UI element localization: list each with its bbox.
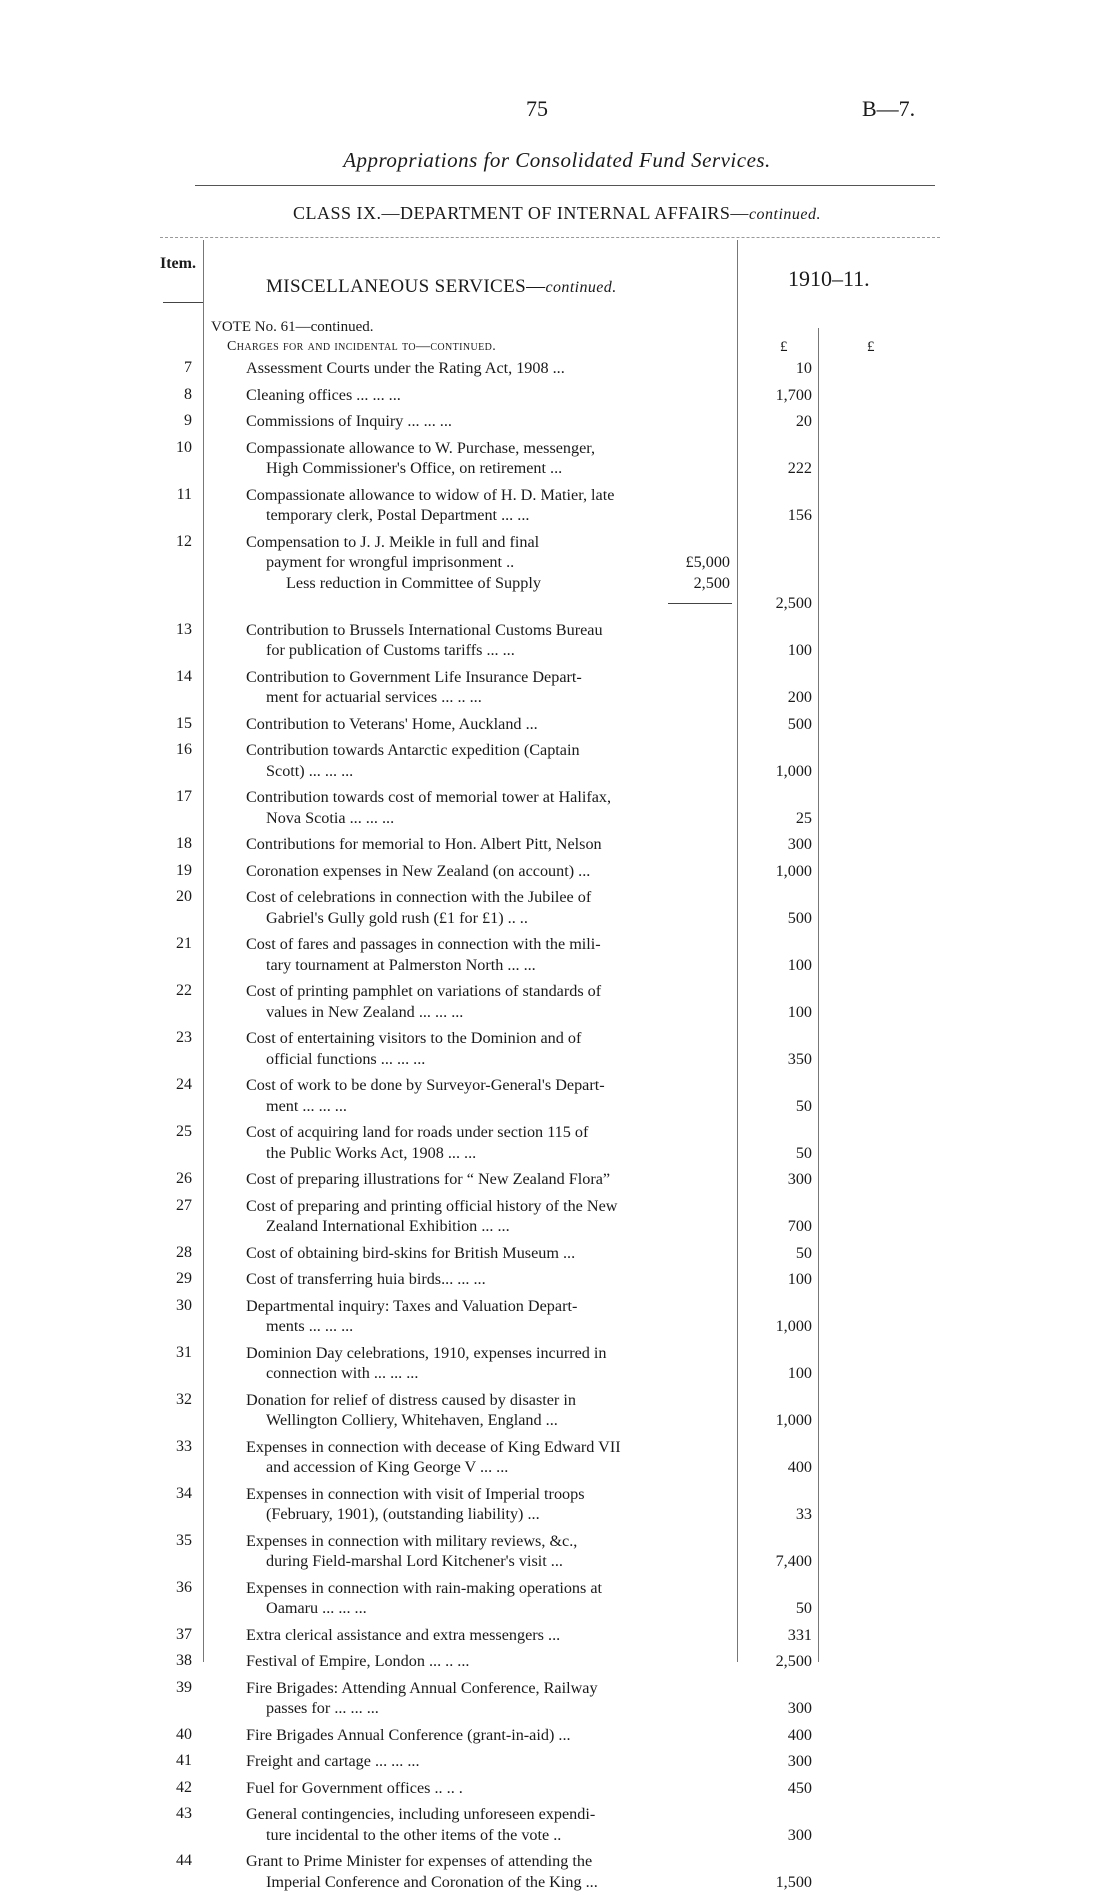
- item-row: [0, 934, 1114, 975]
- item-row: [0, 1804, 1114, 1845]
- item-amount: 100: [787, 1002, 812, 1021]
- item-number: 20: [176, 888, 192, 905]
- item-amount: 1,500: [775, 1872, 812, 1891]
- item-number: 34: [176, 1484, 192, 1502]
- item-description-line: Cleaning offices ... ... ...: [246, 385, 401, 404]
- section-heading-text: MISCELLANEOUS SERVICES—: [266, 276, 546, 297]
- item-amount: 222: [787, 459, 812, 477]
- item-number: 40: [176, 1725, 192, 1743]
- item-row: [0, 438, 1114, 479]
- item-number: 14: [176, 667, 192, 685]
- item-number: 39: [176, 1678, 192, 1696]
- item-amount: 300: [787, 1752, 812, 1770]
- item-row: [0, 787, 1114, 828]
- class-heading-text: CLASS IX.—DEPARTMENT OF INTERNAL AFFAIRS—: [292, 203, 749, 223]
- item-description-line: Compensation to J. J. Meikle in full and final: [246, 532, 540, 551]
- item-amount: 50: [795, 1143, 812, 1162]
- item-number: 16: [176, 741, 192, 758]
- item-amount: 100: [787, 1270, 812, 1288]
- item-amount: 300: [787, 835, 812, 853]
- item-number: 32: [176, 1390, 192, 1408]
- item-amount: 50: [795, 1599, 812, 1617]
- item-description-line: ment ... ... ...: [266, 1096, 347, 1115]
- item-row: [0, 1778, 1114, 1799]
- item-amount: 2,500: [775, 594, 812, 612]
- item-header-rule: [163, 302, 203, 303]
- item-amount: 33: [795, 1505, 812, 1523]
- item-description-line: Contribution to Government Life Insurance Depart-: [246, 667, 582, 686]
- item-amount: 1,000: [775, 761, 812, 780]
- item-description-line: Commissions of Inquiry ... ... ...: [246, 412, 452, 430]
- item-number: 24: [176, 1076, 192, 1093]
- item-column-header: Item.: [160, 255, 196, 272]
- item-description-line: values in New Zealand ... ... ...: [266, 1002, 464, 1021]
- item-amount: 25: [795, 808, 812, 827]
- item-description-line: Extra clerical assistance and extra messengers ...: [246, 1625, 561, 1644]
- item-description-line: Expenses in connection with visit of Imperial troops: [246, 1484, 585, 1503]
- item-number: 41: [176, 1752, 192, 1769]
- item-description-line: Nova Scotia ... ... ...: [266, 808, 395, 827]
- item-amount: 10: [795, 359, 812, 377]
- section-heading: [266, 276, 617, 298]
- item-row: [0, 411, 1114, 432]
- item-description-line: Cost of entertaining visitors to the Dominion and of: [246, 1029, 582, 1047]
- item-description-line: Fuel for Government offices .. .. .: [246, 1778, 463, 1797]
- item-number: 33: [176, 1437, 192, 1455]
- item-number: 36: [176, 1578, 192, 1596]
- item-amount: 1,700: [775, 385, 812, 404]
- item-row: [0, 358, 1114, 379]
- item-amount: 100: [787, 955, 812, 974]
- item-amount: 50: [795, 1096, 812, 1115]
- item-amount: 300: [787, 1170, 812, 1188]
- item-row: [0, 1651, 1114, 1672]
- item-number: 21: [176, 935, 192, 952]
- item-row: [0, 981, 1114, 1022]
- item-number: 26: [176, 1170, 192, 1187]
- item-description-line: Cost of printing pamphlet on variations of standards of: [246, 982, 602, 1000]
- item-description-line: Contributions for memorial to Hon. Albert Pitt, Nelson: [246, 835, 602, 853]
- item-description-line: Fire Brigades: Attending Annual Conference, Railway: [246, 1678, 598, 1697]
- appropriation-items: [0, 358, 1114, 1898]
- item-amount: 331: [787, 1625, 812, 1644]
- item-number: 43: [176, 1805, 192, 1822]
- item-amount: 300: [787, 1825, 812, 1844]
- item-row: [0, 1484, 1114, 1525]
- item-description-line: ture incidental to the other items of the vote ..: [266, 1825, 562, 1844]
- item-amount: 2,500: [775, 1652, 812, 1670]
- item-row: [0, 1578, 1114, 1619]
- currency-symbol-total: £: [867, 339, 875, 355]
- item-description-line: Freight and cartage ... ... ...: [246, 1752, 420, 1770]
- currency-symbol-items: £: [780, 339, 788, 355]
- item-description-line: passes for ... ... ...: [266, 1699, 379, 1717]
- item-number: 35: [176, 1531, 192, 1549]
- item-description-line: the Public Works Act, 1908 ... ...: [266, 1143, 477, 1162]
- item-row: [0, 532, 1114, 614]
- page-title: Appropriations for Consolidated Fund Services.: [343, 148, 771, 172]
- item-row: [0, 1531, 1114, 1572]
- item-row: [0, 385, 1114, 406]
- item-amount: 300: [787, 1699, 812, 1717]
- item-row: [0, 1851, 1114, 1892]
- item-description-line: Assessment Courts under the Rating Act, 1908 ...: [246, 359, 565, 377]
- item-number: 42: [176, 1778, 192, 1796]
- item-number: 25: [176, 1123, 192, 1140]
- item-description-line: Cost of obtaining bird-skins for British Museum ...: [246, 1243, 576, 1262]
- item-description-line: ment for actuarial services ... .. ...: [266, 688, 482, 706]
- item-row: [0, 1028, 1114, 1069]
- item-row: [0, 620, 1114, 661]
- item-amount: 7,400: [775, 1552, 812, 1570]
- item-amount: 400: [787, 1458, 812, 1476]
- item-description-line: Cost of transferring huia birds... ... ...: [246, 1270, 486, 1288]
- item-description-line: (February, 1901), (outstanding liability) ...: [266, 1505, 540, 1523]
- item-number: 15: [176, 714, 192, 732]
- item-amount: 1,000: [775, 1317, 812, 1335]
- item-description-line: Dominion Day celebrations, 1910, expenses incurred in: [246, 1343, 607, 1362]
- item-number: 29: [176, 1270, 192, 1287]
- section-heading-continued: continued.: [545, 279, 617, 296]
- item-sub-amount: 2,500: [693, 573, 730, 592]
- charges-label: Charges for and incidental to—continued.: [227, 339, 497, 354]
- class-heading: [0, 203, 1114, 224]
- item-amount: 200: [787, 688, 812, 706]
- item-description-line: Less reduction in Committee of Supply: [286, 573, 541, 592]
- header-rule: [195, 185, 935, 186]
- item-number: 9: [184, 412, 192, 429]
- class-heading-continued: continued.: [748, 206, 822, 223]
- item-number: 11: [176, 485, 192, 503]
- item-number: 44: [176, 1852, 192, 1869]
- item-description-line: and accession of King George V ... ...: [266, 1458, 509, 1476]
- item-amount: 450: [787, 1778, 812, 1797]
- item-row: [0, 667, 1114, 708]
- item-description-line: General contingencies, including unforeseen expendi-: [246, 1805, 596, 1823]
- item-description-line: Wellington Colliery, Whitehaven, England ...: [266, 1411, 558, 1429]
- item-number: 18: [176, 835, 192, 852]
- item-description-line: Departmental inquiry: Taxes and Valuation Depart-: [246, 1296, 578, 1315]
- item-description-line: Imperial Conference and Coronation of the King ...: [266, 1872, 598, 1891]
- item-description-line: Coronation expenses in New Zealand (on account) ...: [246, 861, 591, 880]
- item-description-line: during Field-marshal Lord Kitchener's visit ...: [266, 1552, 563, 1570]
- item-amount: 156: [787, 506, 812, 524]
- item-number: 30: [176, 1296, 192, 1314]
- item-description-line: Compassionate allowance to W. Purchase, messenger,: [246, 438, 596, 457]
- item-description-line: Cost of acquiring land for roads under section 115 of: [246, 1123, 589, 1141]
- item-description-line: High Commissioner's Office, on retirement ...: [266, 459, 563, 477]
- item-description-line: for publication of Customs tariffs ... ...: [266, 641, 515, 659]
- item-number: 22: [176, 982, 192, 999]
- item-description-line: tary tournament at Palmerston North ... ...: [266, 955, 536, 974]
- item-description-line: Expenses in connection with decease of King Edward VII: [246, 1437, 621, 1456]
- item-number: 28: [176, 1243, 192, 1261]
- item-row: [0, 1390, 1114, 1431]
- item-row: [0, 1122, 1114, 1163]
- item-description-line: Cost of fares and passages in connection with the mili-: [246, 935, 601, 953]
- table-top-rule: [160, 237, 940, 238]
- item-amount: 500: [787, 908, 812, 927]
- page-number: 75: [526, 96, 548, 121]
- item-amount: 400: [787, 1725, 812, 1744]
- item-description-line: payment for wrongful imprisonment ..: [266, 553, 515, 571]
- item-row: [0, 740, 1114, 781]
- item-row: [0, 1678, 1114, 1719]
- item-row: [0, 861, 1114, 882]
- document-reference: B—7.: [862, 96, 916, 121]
- item-row: [0, 887, 1114, 928]
- item-description-line: Contribution to Veterans' Home, Auckland ...: [246, 714, 538, 733]
- item-description-line: Compassionate allowance to widow of H. D. Matier, late: [246, 485, 615, 504]
- item-description-line: Cost of celebrations in connection with the Jubilee of: [246, 888, 592, 906]
- item-row: [0, 1437, 1114, 1478]
- item-number: 7: [184, 359, 192, 376]
- item-row: [0, 834, 1114, 855]
- vote-label: VOTE No. 61—continued.: [211, 319, 374, 335]
- item-description-line: Expenses in connection with military reviews, &c.,: [246, 1531, 578, 1550]
- item-description-line: Cost of preparing and printing official history of the New: [246, 1196, 618, 1215]
- item-number: 31: [176, 1343, 192, 1361]
- item-description-line: Grant to Prime Minister for expenses of attending the: [246, 1852, 593, 1870]
- item-description-line: Oamaru ... ... ...: [266, 1599, 367, 1617]
- item-row: [0, 1075, 1114, 1116]
- item-row: [0, 1243, 1114, 1264]
- item-number: 27: [176, 1196, 192, 1214]
- item-row: [0, 714, 1114, 735]
- item-number: 12: [176, 532, 192, 550]
- item-description-line: Scott) ... ... ...: [266, 761, 354, 780]
- item-row: [0, 1196, 1114, 1237]
- item-number: 17: [176, 788, 192, 805]
- item-description-line: Expenses in connection with rain-making operations at: [246, 1578, 603, 1597]
- year-header: 1910–11.: [788, 266, 870, 291]
- item-row: [0, 1725, 1114, 1746]
- item-amount: 100: [787, 641, 812, 659]
- item-number: 10: [176, 438, 192, 456]
- item-amount: 500: [787, 714, 812, 733]
- item-description-line: connection with ... ... ...: [266, 1364, 419, 1382]
- item-row: [0, 1625, 1114, 1646]
- item-amount: 1,000: [775, 861, 812, 880]
- item-number: 38: [176, 1652, 192, 1669]
- item-amount: 100: [787, 1364, 812, 1382]
- item-amount: 700: [787, 1217, 812, 1235]
- item-number: 23: [176, 1029, 192, 1046]
- item-number: 13: [176, 620, 192, 638]
- item-row: [0, 1343, 1114, 1384]
- item-sub-amount: £5,000: [685, 553, 730, 571]
- item-row: [0, 1296, 1114, 1337]
- item-amount: 50: [795, 1243, 812, 1262]
- item-description-line: Zealand International Exhibition ... ...: [266, 1217, 510, 1235]
- item-row: [0, 1169, 1114, 1190]
- item-description-line: temporary clerk, Postal Department ... ...: [266, 506, 530, 524]
- item-row: [0, 1269, 1114, 1290]
- item-description-line: Fire Brigades Annual Conference (grant-in-aid) ...: [246, 1725, 571, 1744]
- item-description-line: Cost of work to be done by Surveyor-General's Depart-: [246, 1076, 605, 1094]
- item-description-line: Contribution towards Antarctic expedition (Captain: [246, 741, 580, 759]
- item-number: 37: [176, 1625, 192, 1643]
- item-description-line: Cost of preparing illustrations for “ New Zealand Flora”: [246, 1170, 611, 1188]
- item-number: 8: [184, 385, 192, 403]
- item-description-line: Contribution to Brussels International Customs Bureau: [246, 620, 603, 639]
- item-description-line: Gabriel's Gully gold rush (£1 for £1) .. ..: [266, 908, 528, 927]
- item-description-line: Donation for relief of distress caused by disaster in: [246, 1390, 576, 1409]
- item-description-line: official functions ... ... ...: [266, 1049, 426, 1068]
- sub-total-rule: [668, 603, 732, 604]
- item-description-line: Contribution towards cost of memorial tower at Halifax,: [246, 788, 612, 806]
- item-number: 19: [176, 861, 192, 879]
- item-description-line: Festival of Empire, London ... .. ...: [246, 1652, 470, 1670]
- item-amount: 350: [787, 1049, 812, 1068]
- item-row: [0, 485, 1114, 526]
- item-row: [0, 1751, 1114, 1772]
- item-amount: 20: [795, 412, 812, 430]
- item-description-line: ments ... ... ...: [266, 1317, 354, 1335]
- item-amount: 1,000: [775, 1411, 812, 1429]
